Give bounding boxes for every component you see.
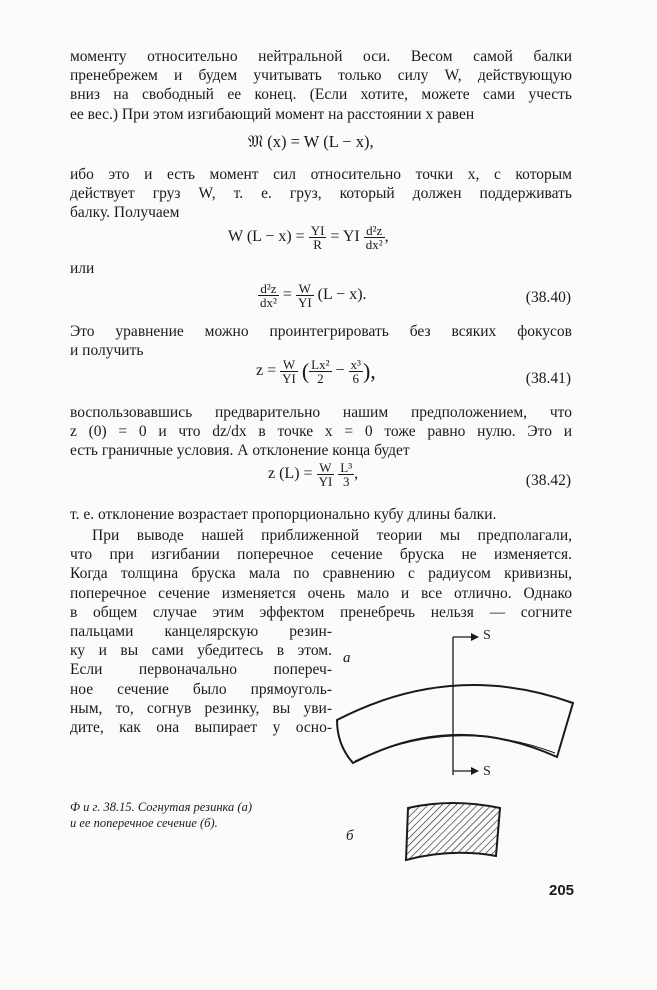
arrowhead-top [471,633,479,641]
fraction [309,358,331,385]
paragraph-3 [70,322,572,360]
paragraph-4 [70,403,572,461]
numerator: W [317,461,335,475]
denominator: dx² [260,295,277,310]
text-line: и получить [70,342,144,360]
fraction [364,224,385,251]
numerator: YI [310,223,325,238]
denominator: YI [297,295,312,310]
numerator: L³ [340,460,353,475]
word-or: или [70,260,95,277]
numerator: W [296,282,314,296]
fraction [349,358,363,385]
paragraph-2 [70,165,572,223]
equation-number: (38.42) [525,472,571,489]
text-line: что при изгибании поперечное сечение бруска не изменяется. [70,546,572,564]
section-label-top: S [483,628,491,643]
text-line: ное сечение было прямоуголь- [70,680,332,698]
paragraph-1 [70,47,572,124]
equation-bending [228,224,389,251]
numerator: x³ [350,357,361,372]
word-or-line [70,259,572,278]
denominator: 2 [317,371,324,386]
eraser-inner-edge [355,736,555,761]
fraction [280,358,298,385]
text-line: балку. Получаем [70,204,180,222]
eq-lhs: W (L − x) = [228,228,305,246]
fraction [317,461,335,488]
fraction [258,282,279,309]
equation-38-42 [268,461,358,488]
section-label-bottom: S [483,764,491,779]
paren-close: ), [362,358,376,384]
fraction [296,282,314,309]
text-line: z (0) = 0 и что dz/dx в точке x = 0 тоже равно нулю. Это и [70,423,572,441]
caption-line: Ф и г. 38.15. Согнутая резинка (а) [70,800,253,814]
numerator: W [280,358,298,372]
eq-mid: = YI [330,228,360,246]
figure-bent-eraser [325,625,585,785]
text-line: моменту относительно нейтральной оси. Весом самой балки [70,48,572,65]
text-line: ее вес.) При этом изгибающий момент на расстоянии x равен [70,105,475,123]
numerator: d²z [364,224,385,238]
caption-line: и ее поперечное сечение (б). [70,816,218,830]
text-line: вниз на свободный ее конец. (Если хотите, можете сами учесть [70,86,572,104]
text-line: Когда толщина бруска мала по сравнению с радиусом кривизны, [70,565,572,583]
text-line: При выводе нашей приближенной теории мы предполагали, [92,527,572,544]
text-line: ку и вы сами убедитесь в этом. [70,642,332,660]
eq-tail: (L − x). [317,286,367,304]
paragraph-6-side [70,622,332,737]
equation-moment: 𝔐 (x) = W (L − x), [248,132,374,151]
paren-open: ( [301,358,310,384]
eq-tail: , [354,465,359,483]
fraction [309,224,327,251]
equation-number: (38.40) [525,289,571,306]
denominator: YI [318,474,333,489]
denominator: R [313,237,322,252]
paragraph-6 [70,526,572,622]
equation-38-41 [256,358,376,385]
text-line: воспользовавшись предварительно нашим предположением, что [70,404,572,421]
text-line: ным, то, согнув резинку, вы уви- [70,699,332,717]
page-number: 205 [549,882,575,899]
equation-38-40 [258,282,367,309]
eq-lhs: z (L) = [268,465,313,483]
text-line: Это уравнение можно проинтегрировать без всяких фокусов [70,323,572,340]
denominator: dx² [365,237,383,252]
denominator: YI [282,371,296,386]
paragraph-5 [70,505,572,524]
cross-section-shape [406,803,500,860]
eq-tail: , [384,228,389,246]
figure-caption [70,799,332,831]
text-line: есть граничные условия. А отклонение конца будет [70,442,410,460]
figure-cross-section [400,790,510,870]
numerator: d²z [258,282,279,296]
figure-label-a: а [343,650,351,666]
eq-minus: − [335,362,345,380]
arrowhead-bottom [471,767,479,775]
numerator: Lx² [311,357,330,372]
text-line: Если первоначально попереч- [70,661,332,679]
eq-equals: = [282,286,292,304]
text-line: действует груз W, т. е. груз, который должен поддерживать [70,185,572,203]
fraction [338,461,354,488]
text-line: т. е. отклонение возрастает пропорционально кубу длины балки. [70,506,497,523]
equation-number: (38.41) [525,370,571,387]
text-line: пальцами канцелярскую резин- [70,623,332,640]
text-line: ибо это и есть момент сил относительно точки x, с которым [70,166,572,183]
eraser-outline [337,685,573,763]
eq-lhs: z = [256,362,277,380]
figure-label-b: б [346,828,354,844]
denominator: 6 [352,371,359,386]
denominator: 3 [342,474,350,489]
text-line: в общем случае этим эффектом пренебречь нельзя — согните [70,603,572,621]
text-line: поперечное сечение изменяется очень мало и все отлично. Однако [70,584,572,602]
text-line: дите, как она выпирает у осно- [70,719,332,737]
text-line: пренебрежем и будем учитывать только силу W, действующую [70,67,572,85]
